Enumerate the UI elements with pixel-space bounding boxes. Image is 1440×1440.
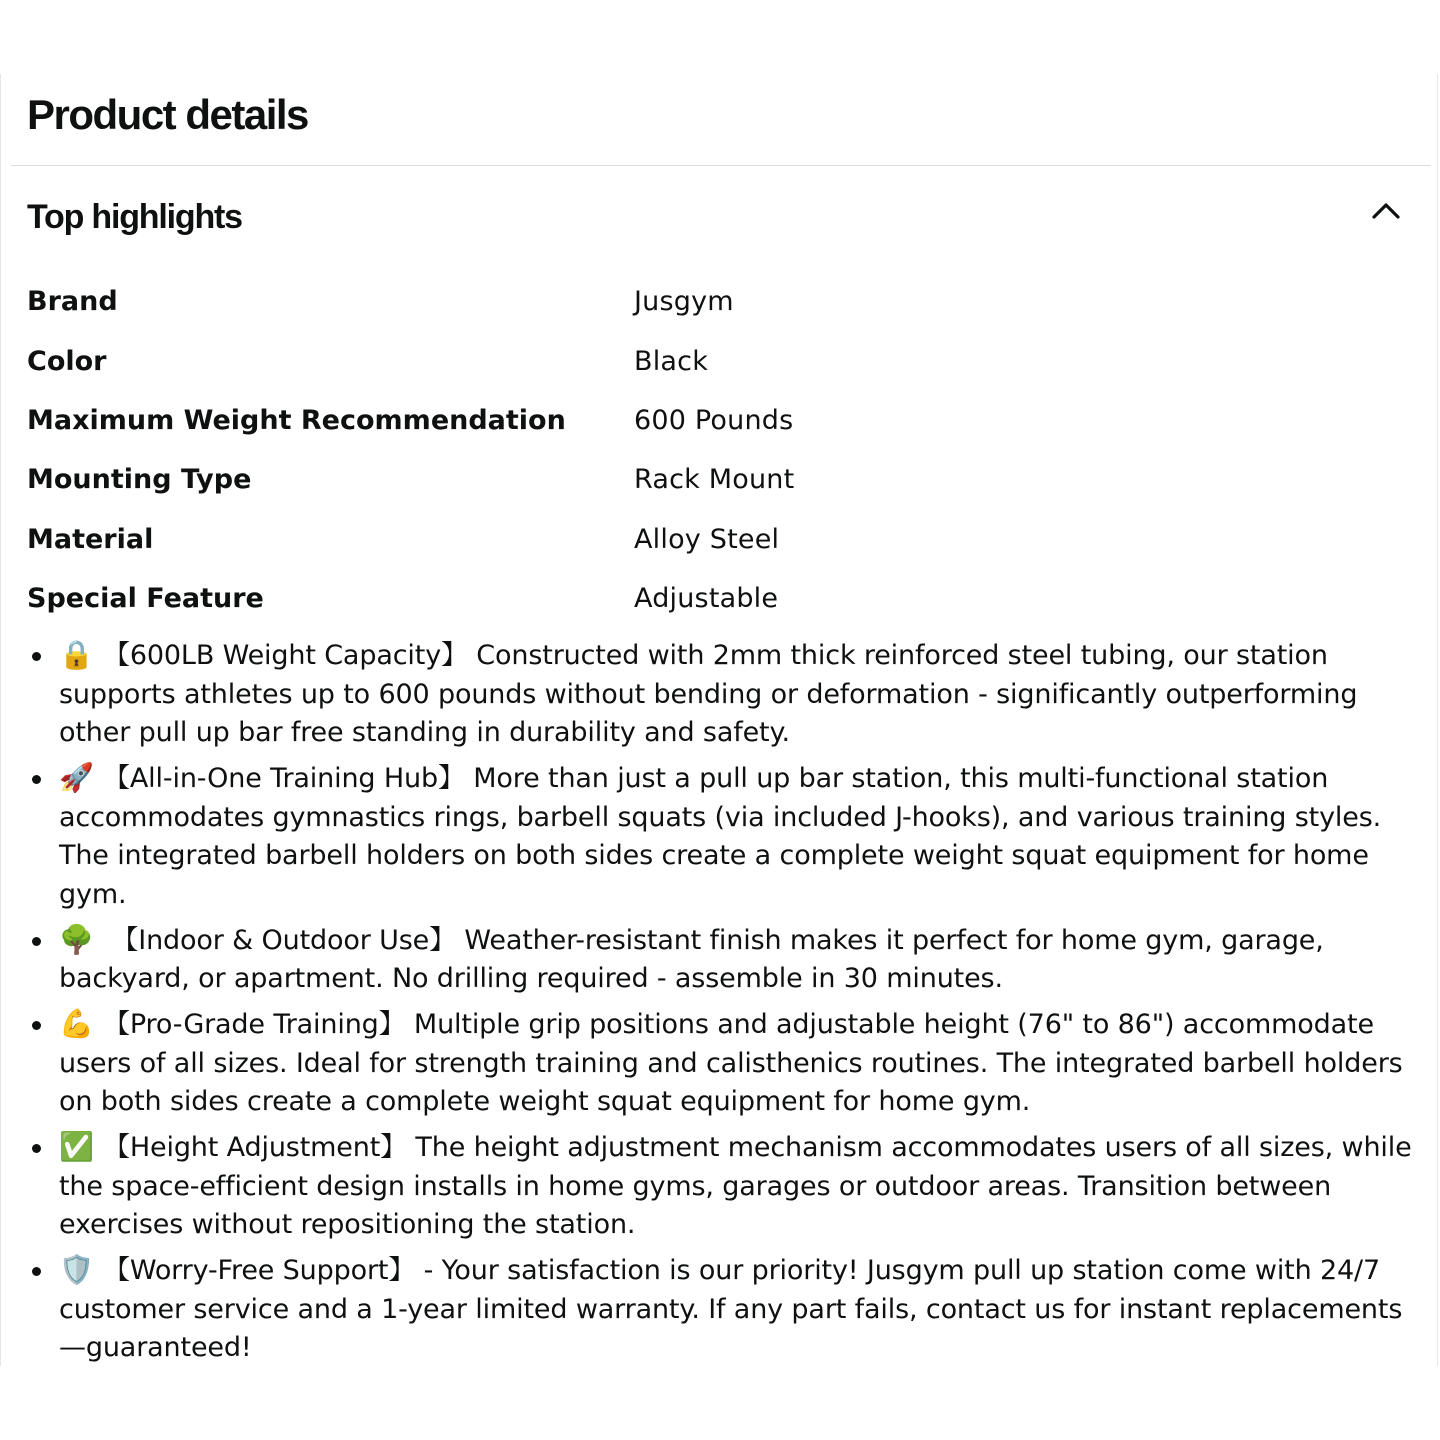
feature-bullet	[59, 1005, 1421, 1122]
section-divider	[11, 165, 1431, 166]
spec-label: Brand	[27, 286, 118, 318]
spec-value: Black	[634, 345, 709, 377]
spec-row-color	[27, 331, 1327, 390]
spec-row-brand	[27, 272, 1327, 331]
spec-label: Maximum Weight Recommendation	[27, 404, 566, 436]
product-details-panel	[0, 74, 1438, 1366]
feature-bullet	[59, 921, 1421, 999]
page-title: Product details	[27, 91, 308, 138]
spec-row-material	[27, 510, 1327, 569]
spec-table	[27, 272, 1327, 628]
feature-bullet-text: 【Indoor & Outdoor Use】 Weather-resistant finish makes it perfect for home gym, garage, backyard, or apartment. No drilling required - assemble in 30 minutes.	[59, 924, 1324, 994]
spec-value: Jusgym	[634, 286, 734, 318]
tree-icon: 🌳	[59, 922, 94, 956]
spec-value: 600 Pounds	[634, 404, 794, 436]
chevron-up-icon[interactable]	[1369, 197, 1403, 223]
rocket-icon: 🚀	[59, 761, 94, 794]
feature-bullet	[59, 759, 1421, 914]
spec-label: Mounting Type	[27, 464, 252, 496]
flexed-biceps-icon: 💪	[59, 1007, 94, 1040]
feature-bullet-list	[59, 636, 1421, 1374]
spec-label: Material	[27, 523, 154, 555]
feature-bullet	[59, 636, 1421, 753]
spec-label: Color	[27, 345, 107, 377]
spec-value: Rack Mount	[634, 464, 795, 496]
feature-bullet	[59, 1251, 1421, 1368]
spec-row-special-feature	[27, 569, 1327, 628]
feature-bullet-text: 【Height Adjustment】 The height adjustment mechanism accommodates users of all sizes, while the space-efficient design installs in home gyms, garages or outdoor areas. Transition between exercises without repositioning the station.	[59, 1132, 1412, 1240]
feature-bullet-text: 【600LB Weight Capacity】 Constructed with 2mm thick reinforced steel tubing, our station supports athletes up to 600 pounds without bending or deformation - significantly outperforming other pull up bar free standing in durability and safety.	[59, 640, 1358, 748]
spec-value: Alloy Steel	[634, 523, 780, 555]
feature-bullet	[59, 1128, 1421, 1245]
shield-icon: 🛡️	[59, 1253, 94, 1286]
spec-label: Special Feature	[27, 583, 264, 615]
spec-value: Adjustable	[634, 583, 779, 615]
feature-bullet-text: 【All-in-One Training Hub】 More than just a pull up bar station, this multi-functional station accommodates gymnastics rings, barbell squats (via included J-hooks), and various training styles. The integrated barbell holders on both sides create a complete weight squat equipment for home gym.	[59, 763, 1382, 910]
feature-bullet-text: 【Pro-Grade Training】 Multiple grip positions and adjustable height (76" to 86") accommodate users of all sizes. Ideal for strength training and calisthenics routines. The integrated barbell holders on both sides create a complete weight squat equipment for home gym.	[59, 1009, 1403, 1117]
lock-icon: 🔒	[59, 638, 94, 671]
feature-bullet-text: 【Worry-Free Support】 - Your satisfaction is our priority! Jusgym pull up station come with 24/7 customer service and a 1-year limited warranty. If any part fails, contact us for instant replacements—guaranteed!	[59, 1255, 1403, 1363]
section-title-top-highlights: Top highlights	[27, 198, 242, 236]
spec-row-mounting-type	[27, 450, 1327, 509]
spec-row-max-weight	[27, 391, 1327, 450]
check-mark-icon: ✅	[59, 1130, 94, 1163]
